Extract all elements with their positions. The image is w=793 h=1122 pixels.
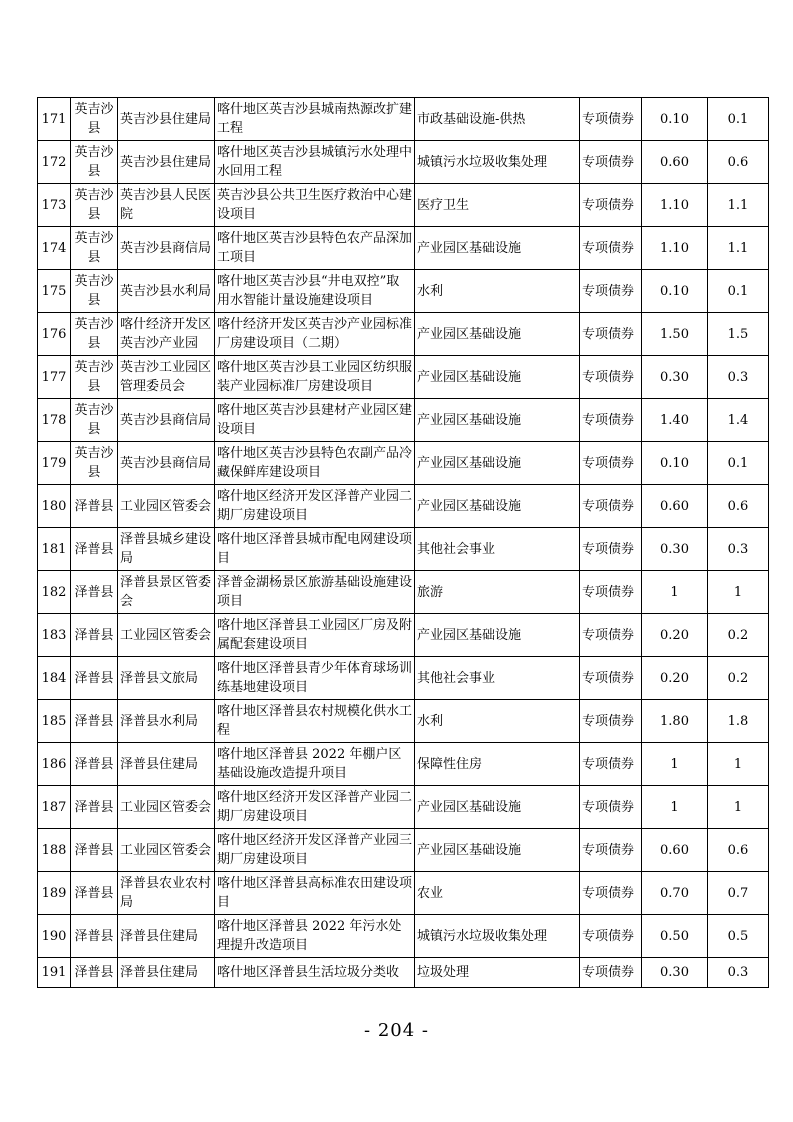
category-cell: 产业园区基础设施	[415, 829, 580, 872]
table-row	[38, 958, 769, 988]
row-number: 171	[38, 98, 71, 141]
table-row	[38, 184, 769, 227]
row-number: 175	[38, 270, 71, 313]
amount-cell: 0.20	[642, 657, 708, 700]
table-row	[38, 872, 769, 915]
project-name-cell: 喀什地区泽普县青少年体育球场训练基地建设项目	[215, 657, 415, 700]
amount-total-cell: 1.1	[708, 184, 769, 227]
bond-type-cell: 专项债券	[580, 657, 642, 700]
project-name-cell: 喀什地区英吉沙县工业园区纺织服装产业园标准厂房建设项目	[215, 356, 415, 399]
unit-cell: 工业园区管委会	[118, 485, 215, 528]
bond-project-table	[37, 97, 769, 988]
amount-total-cell: 0.6	[708, 829, 769, 872]
county-cell: 英吉沙县	[71, 98, 118, 141]
project-name-cell: 喀什地区经济开发区泽普产业园二期厂房建设项目	[215, 485, 415, 528]
amount-total-cell: 0.2	[708, 657, 769, 700]
row-number: 181	[38, 528, 71, 571]
category-cell: 产业园区基础设施	[415, 442, 580, 485]
county-cell: 泽普县	[71, 571, 118, 614]
table-row	[38, 915, 769, 958]
category-cell: 水利	[415, 700, 580, 743]
row-number: 174	[38, 227, 71, 270]
category-cell: 城镇污水垃圾收集处理	[415, 141, 580, 184]
bond-type-cell: 专项债券	[580, 829, 642, 872]
unit-cell: 工业园区管委会	[118, 829, 215, 872]
amount-total-cell: 1.8	[708, 700, 769, 743]
amount-total-cell: 1	[708, 743, 769, 786]
county-cell: 泽普县	[71, 485, 118, 528]
amount-cell: 0.50	[642, 915, 708, 958]
unit-cell: 英吉沙工业园区管理委员会	[118, 356, 215, 399]
county-cell: 泽普县	[71, 958, 118, 988]
project-name-cell: 喀什经济开发区英吉沙产业园标准厂房建设项目（二期）	[215, 313, 415, 356]
table-row	[38, 786, 769, 829]
row-number: 188	[38, 829, 71, 872]
project-name-cell: 喀什地区英吉沙县特色农产品深加工项目	[215, 227, 415, 270]
project-name-cell: 喀什地区英吉沙县建材产业园区建设项目	[215, 399, 415, 442]
unit-cell: 英吉沙县商信局	[118, 227, 215, 270]
amount-total-cell: 0.3	[708, 528, 769, 571]
unit-cell: 英吉沙县住建局	[118, 141, 215, 184]
county-cell: 英吉沙县	[71, 227, 118, 270]
county-cell: 英吉沙县	[71, 184, 118, 227]
bond-type-cell: 专项债券	[580, 485, 642, 528]
bond-type-cell: 专项债券	[580, 356, 642, 399]
bond-type-cell: 专项债券	[580, 399, 642, 442]
table-row	[38, 227, 769, 270]
amount-cell: 0.10	[642, 270, 708, 313]
category-cell: 保障性住房	[415, 743, 580, 786]
bond-type-cell: 专项债券	[580, 872, 642, 915]
category-cell: 城镇污水垃圾收集处理	[415, 915, 580, 958]
county-cell: 泽普县	[71, 915, 118, 958]
bond-type-cell: 专项债券	[580, 184, 642, 227]
bond-type-cell: 专项债券	[580, 227, 642, 270]
county-cell: 泽普县	[71, 614, 118, 657]
table-row	[38, 700, 769, 743]
project-name-cell: 喀什地区英吉沙县特色农副产品冷藏保鲜库建设项目	[215, 442, 415, 485]
unit-cell: 泽普县水利局	[118, 700, 215, 743]
amount-total-cell: 1.5	[708, 313, 769, 356]
row-number: 189	[38, 872, 71, 915]
unit-cell: 泽普县农业农村局	[118, 872, 215, 915]
page-number: - 204 -	[364, 1020, 429, 1041]
bond-type-cell: 专项债券	[580, 442, 642, 485]
category-cell: 医疗卫生	[415, 184, 580, 227]
row-number: 173	[38, 184, 71, 227]
bond-type-cell: 专项债券	[580, 98, 642, 141]
amount-cell: 0.60	[642, 829, 708, 872]
table-row	[38, 313, 769, 356]
row-number: 172	[38, 141, 71, 184]
amount-total-cell: 0.1	[708, 98, 769, 141]
amount-cell: 0.30	[642, 958, 708, 988]
amount-total-cell: 1.1	[708, 227, 769, 270]
county-cell: 泽普县	[71, 528, 118, 571]
row-number: 182	[38, 571, 71, 614]
row-number: 183	[38, 614, 71, 657]
category-cell: 垃圾处理	[415, 958, 580, 988]
table-row	[38, 442, 769, 485]
county-cell: 英吉沙县	[71, 313, 118, 356]
unit-cell: 泽普县城乡建设局	[118, 528, 215, 571]
project-name-cell: 喀什地区经济开发区泽普产业园二期厂房建设项目	[215, 786, 415, 829]
county-cell: 英吉沙县	[71, 399, 118, 442]
project-name-cell: 喀什地区泽普县工业园区厂房及附属配套建设项目	[215, 614, 415, 657]
unit-cell: 泽普县住建局	[118, 915, 215, 958]
county-cell: 泽普县	[71, 872, 118, 915]
bond-type-cell: 专项债券	[580, 528, 642, 571]
project-name-cell: 英吉沙县公共卫生医疗救治中心建设项目	[215, 184, 415, 227]
category-cell: 市政基础设施-供热	[415, 98, 580, 141]
project-name-cell: 喀什地区泽普县高标准农田建设项目	[215, 872, 415, 915]
bond-type-cell: 专项债券	[580, 915, 642, 958]
unit-cell: 英吉沙县商信局	[118, 442, 215, 485]
category-cell: 其他社会事业	[415, 657, 580, 700]
amount-cell: 0.30	[642, 356, 708, 399]
amount-total-cell: 0.7	[708, 872, 769, 915]
row-number: 180	[38, 485, 71, 528]
project-name-cell: 喀什地区泽普县生活垃圾分类收	[215, 958, 415, 988]
amount-total-cell: 0.6	[708, 485, 769, 528]
amount-cell: 0.20	[642, 614, 708, 657]
row-number: 176	[38, 313, 71, 356]
unit-cell: 工业园区管委会	[118, 786, 215, 829]
category-cell: 旅游	[415, 571, 580, 614]
category-cell: 水利	[415, 270, 580, 313]
bond-type-cell: 专项债券	[580, 958, 642, 988]
amount-cell: 0.10	[642, 98, 708, 141]
row-number: 177	[38, 356, 71, 399]
category-cell: 产业园区基础设施	[415, 485, 580, 528]
amount-cell: 1.10	[642, 227, 708, 270]
row-number: 179	[38, 442, 71, 485]
table-row	[38, 571, 769, 614]
unit-cell: 英吉沙县水利局	[118, 270, 215, 313]
project-name-cell: 喀什地区英吉沙县“井电双控”取用水智能计量设施建设项目	[215, 270, 415, 313]
row-number: 178	[38, 399, 71, 442]
table-row	[38, 141, 769, 184]
unit-cell: 英吉沙县住建局	[118, 98, 215, 141]
county-cell: 泽普县	[71, 700, 118, 743]
amount-cell: 0.10	[642, 442, 708, 485]
amount-cell: 1	[642, 786, 708, 829]
project-name-cell: 喀什地区英吉沙县城南热源改扩建工程	[215, 98, 415, 141]
category-cell: 产业园区基础设施	[415, 356, 580, 399]
table-row	[38, 485, 769, 528]
table-row	[38, 743, 769, 786]
amount-cell: 1.50	[642, 313, 708, 356]
row-number: 186	[38, 743, 71, 786]
amount-total-cell: 0.6	[708, 141, 769, 184]
project-name-cell: 泽普金湖杨景区旅游基础设施建设项目	[215, 571, 415, 614]
bond-type-cell: 专项债券	[580, 743, 642, 786]
table-row	[38, 614, 769, 657]
amount-total-cell: 1	[708, 571, 769, 614]
bond-type-cell: 专项债券	[580, 141, 642, 184]
row-number: 190	[38, 915, 71, 958]
amount-cell: 0.30	[642, 528, 708, 571]
amount-total-cell: 0.5	[708, 915, 769, 958]
county-cell: 泽普县	[71, 743, 118, 786]
table-row	[38, 356, 769, 399]
unit-cell: 喀什经济开发区英吉沙产业园	[118, 313, 215, 356]
bond-type-cell: 专项债券	[580, 700, 642, 743]
amount-cell: 1	[642, 743, 708, 786]
project-name-cell: 喀什地区泽普县 2022 年污水处理提升改造项目	[215, 915, 415, 958]
county-cell: 泽普县	[71, 786, 118, 829]
amount-total-cell: 0.3	[708, 958, 769, 988]
table-row	[38, 657, 769, 700]
unit-cell: 泽普县景区管委会	[118, 571, 215, 614]
unit-cell: 英吉沙县人民医院	[118, 184, 215, 227]
bond-type-cell: 专项债券	[580, 313, 642, 356]
county-cell: 英吉沙县	[71, 442, 118, 485]
amount-cell: 1	[642, 571, 708, 614]
project-name-cell: 喀什地区英吉沙县城镇污水处理中水回用工程	[215, 141, 415, 184]
unit-cell: 泽普县住建局	[118, 743, 215, 786]
county-cell: 泽普县	[71, 829, 118, 872]
county-cell: 泽普县	[71, 657, 118, 700]
bond-type-cell: 专项债券	[580, 786, 642, 829]
amount-total-cell: 0.1	[708, 270, 769, 313]
amount-cell: 1.10	[642, 184, 708, 227]
category-cell: 产业园区基础设施	[415, 227, 580, 270]
category-cell: 产业园区基础设施	[415, 399, 580, 442]
amount-cell: 1.80	[642, 700, 708, 743]
unit-cell: 英吉沙县商信局	[118, 399, 215, 442]
county-cell: 英吉沙县	[71, 356, 118, 399]
unit-cell: 泽普县住建局	[118, 958, 215, 988]
category-cell: 产业园区基础设施	[415, 786, 580, 829]
project-name-cell: 喀什地区经济开发区泽普产业园三期厂房建设项目	[215, 829, 415, 872]
amount-total-cell: 0.2	[708, 614, 769, 657]
row-number: 185	[38, 700, 71, 743]
amount-cell: 0.60	[642, 141, 708, 184]
table-row	[38, 829, 769, 872]
row-number: 184	[38, 657, 71, 700]
table-row	[38, 98, 769, 141]
unit-cell: 泽普县文旅局	[118, 657, 215, 700]
county-cell: 英吉沙县	[71, 270, 118, 313]
amount-total-cell: 1.4	[708, 399, 769, 442]
project-name-cell: 喀什地区泽普县 2022 年棚户区基础设施改造提升项目	[215, 743, 415, 786]
project-name-cell: 喀什地区泽普县城市配电网建设项目	[215, 528, 415, 571]
project-name-cell: 喀什地区泽普县农村规模化供水工程	[215, 700, 415, 743]
amount-total-cell: 0.3	[708, 356, 769, 399]
amount-cell: 1.40	[642, 399, 708, 442]
table-row	[38, 270, 769, 313]
amount-cell: 0.70	[642, 872, 708, 915]
unit-cell: 工业园区管委会	[118, 614, 215, 657]
category-cell: 产业园区基础设施	[415, 313, 580, 356]
category-cell: 其他社会事业	[415, 528, 580, 571]
amount-total-cell: 0.1	[708, 442, 769, 485]
county-cell: 英吉沙县	[71, 141, 118, 184]
amount-total-cell: 1	[708, 786, 769, 829]
bond-type-cell: 专项债券	[580, 614, 642, 657]
row-number: 187	[38, 786, 71, 829]
row-number: 191	[38, 958, 71, 988]
amount-cell: 0.60	[642, 485, 708, 528]
table-row	[38, 528, 769, 571]
bond-type-cell: 专项债券	[580, 571, 642, 614]
category-cell: 产业园区基础设施	[415, 614, 580, 657]
category-cell: 农业	[415, 872, 580, 915]
table-row	[38, 399, 769, 442]
bond-type-cell: 专项债券	[580, 270, 642, 313]
